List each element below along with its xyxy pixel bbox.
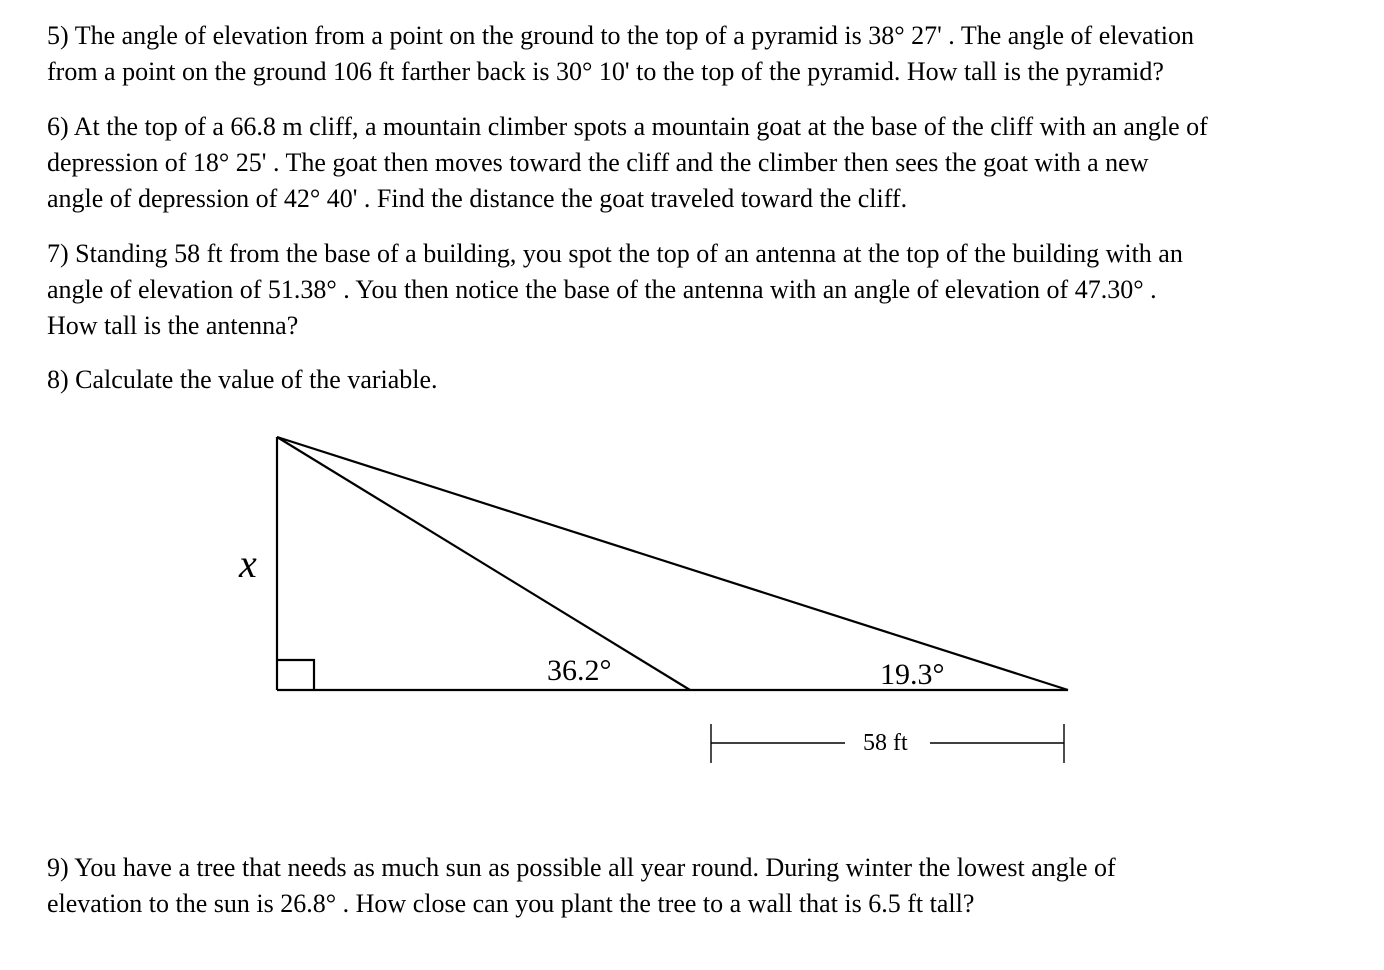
outer-hypotenuse: [277, 437, 1068, 690]
problem-5-number: 5): [47, 21, 69, 50]
problem-9-line-2: elevation to the sun is 26.8° . How close can you plant the tree to a wall that is 6.5 ft tall?: [47, 889, 975, 918]
problem-7-number: 7): [47, 239, 69, 268]
problem-8-number: 8): [47, 365, 69, 394]
problem-5-line-1: 5) The angle of elevation from a point on the ground to the top of a pyramid is 38° 27' . The angle of elevation: [47, 21, 1195, 50]
problem-5-line-2: from a point on the ground 106 ft farther back is 30° 10' to the top of the pyramid. How tall is the pyramid?: [47, 57, 1164, 86]
right-angle-marker: [277, 660, 314, 690]
inner-hypotenuse: [277, 437, 690, 690]
problem-5: [47, 18, 1357, 90]
problem-6-number: 6): [47, 112, 69, 141]
problem-6: [47, 109, 1357, 217]
problem-8: [47, 362, 1357, 398]
problem-7-line-1: 7) Standing 58 ft from the base of a building, you spot the top of an antenna at the top of the building with an: [47, 239, 1183, 268]
problem-6-line-1: 6) At the top of a 66.8 m cliff, a mountain climber spots a mountain goat at the base of the cliff with an angle of: [47, 112, 1208, 141]
problem-8-line-1: 8) Calculate the value of the variable.: [47, 365, 438, 394]
angle-inner-label: 36.2°: [547, 654, 612, 687]
distance-label: 58 ft: [863, 730, 908, 756]
problem-7-line-2: angle of elevation of 51.38° . You then notice the base of the antenna with an angle of elevation of 47.30° .: [47, 275, 1157, 304]
problem-6-line-3: angle of depression of 42° 40' . Find the distance the goat traveled toward the cliff.: [47, 184, 908, 213]
problem-9: [47, 850, 1357, 922]
problem-9-number: 9): [47, 853, 69, 882]
problem-7-line-3: How tall is the antenna?: [47, 311, 299, 340]
problem-9-line-1: 9) You have a tree that needs as much sun as possible all year round. During winter the lowest angle of: [47, 853, 1116, 882]
problem-6-line-2: depression of 18° 25' . The goat then moves toward the cliff and the climber then sees the goat with a new: [47, 148, 1149, 177]
variable-x-label: x: [239, 541, 257, 586]
angle-outer-label: 19.3°: [880, 658, 945, 691]
problem-7: [47, 236, 1357, 344]
